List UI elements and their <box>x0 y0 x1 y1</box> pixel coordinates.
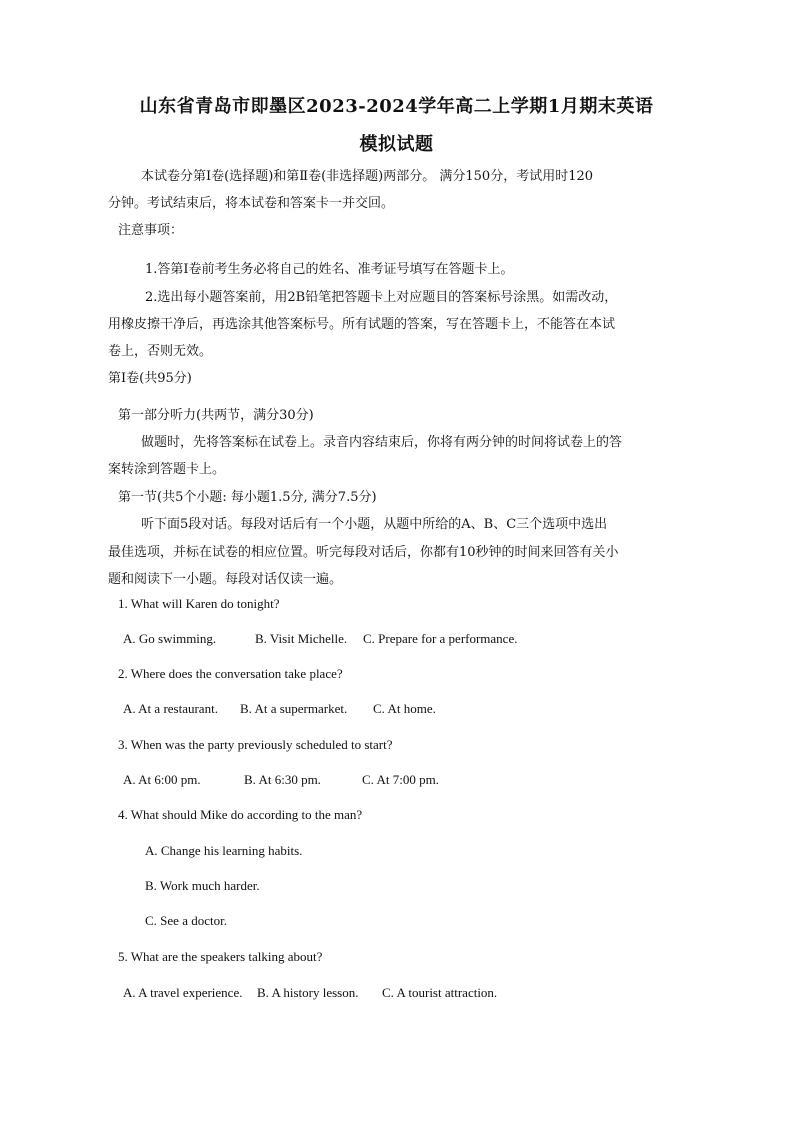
question-2-option-b: B. At a supermarket. <box>240 701 348 716</box>
note-1: 1.答第Ⅰ卷前考生务必将自己的姓名、准考证号填写在答题卡上。 <box>145 262 514 277</box>
exam-title-line2: 模拟试题 <box>359 134 434 155</box>
question-5-stem: 5. What are the speakers talking about? <box>118 949 323 964</box>
section-1-instr-line1: 听下面5段对话。每段对话后有一个小题，从题中所给的A、B、C三个选项中选出 <box>141 517 608 532</box>
question-4-stem: 4. What should Mike do according to the man? <box>118 807 363 822</box>
question-1-stem: 1. What will Karen do tonight? <box>118 596 280 611</box>
question-3-stem: 3. When was the party previously scheduled to start? <box>118 737 393 752</box>
question-1-option-b: B. Visit Michelle. <box>255 631 348 646</box>
note-2-line1: 2.选出每小题答案前，用2B铅笔把答题卡上对应题目的答案标号涂黑。如需改动， <box>145 290 618 305</box>
volume-1-heading: 第Ⅰ卷(共95分) <box>108 371 192 386</box>
question-3-option-b: B. At 6:30 pm. <box>244 772 321 787</box>
question-5-option-c: C. A tourist attraction. <box>382 985 498 1000</box>
part-1-instr-line2: 案转涂到答题卡上。 <box>108 462 226 477</box>
question-4-option-a: A. Change his learning habits. <box>145 843 303 858</box>
note-2-line3: 卷上，否则无效。 <box>108 344 213 359</box>
question-4-option-b: B. Work much harder. <box>145 878 260 893</box>
section-1-instr-line3: 题和阅读下一小题。每段对话仅读一遍。 <box>108 572 343 587</box>
question-5-option-a: A. A travel experience. <box>123 985 243 1000</box>
intro-line1: 本试卷分第Ⅰ卷(选择题)和第Ⅱ卷(非选择题)两部分。 满分150分，考试用时120 <box>141 169 594 184</box>
question-2-stem: 2. Where does the conversation take place? <box>118 666 343 681</box>
part-1-instr-line1: 做题时，先将答案标在试卷上。录音内容结束后，你将有两分钟的时间将试卷上的答 <box>141 435 623 450</box>
notes-heading: 注意事项： <box>118 223 184 238</box>
question-4-option-c: C. See a doctor. <box>145 913 227 928</box>
note-2-line2: 用橡皮擦干净后，再选涂其他答案标号。所有试题的答案，写在答题卡上，不能答在本试 <box>108 317 616 332</box>
intro-line2: 分钟。考试结束后，将本试卷和答案卡一并交回。 <box>108 196 395 211</box>
section-1-instr-line2: 最佳选项，并标在试卷的相应位置。听完每段对话后，你都有10秒钟的时间来回答有关小 <box>108 545 619 560</box>
question-2-option-a: A. At a restaurant. <box>123 701 218 716</box>
question-5-option-b: B. A history lesson. <box>257 985 359 1000</box>
part-1-heading: 第一部分听力(共两节，满分30分) <box>118 408 314 423</box>
question-2-option-c: C. At home. <box>373 701 436 716</box>
exam-title-line1: 山东省青岛市即墨区2023-2024学年高二上学期1月期末英语 <box>139 96 654 117</box>
question-1-option-c: C. Prepare for a performance. <box>363 631 518 646</box>
question-1-option-a: A. Go swimming. <box>123 631 217 646</box>
question-3-option-a: A. At 6:00 pm. <box>123 772 201 787</box>
section-1-heading: 第一节(共5个小题: 每小题1.5分, 满分7.5分) <box>118 490 377 505</box>
question-3-option-c: C. At 7:00 pm. <box>362 772 439 787</box>
